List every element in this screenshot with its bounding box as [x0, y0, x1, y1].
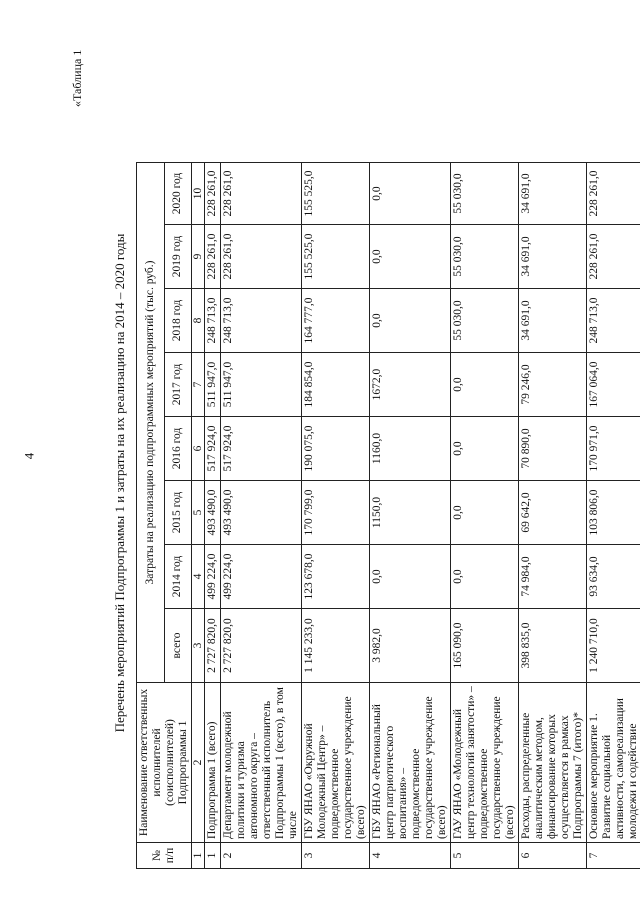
row-name: Расходы, распределенные аналитическим методом, финансирование которых осуществляется в рамках Подпрограммы 7 (итого)*: [519, 683, 587, 843]
row-year-value: 248 713,0: [205, 289, 221, 353]
row-number: 6: [519, 843, 587, 869]
header-year: 2016 год: [164, 417, 192, 481]
row-year-value: 70 890,0: [519, 417, 587, 481]
row-year-value: 228 261,0: [205, 225, 221, 289]
row-year-value: 499 224,0: [221, 545, 302, 609]
row-number: 1: [205, 843, 221, 869]
row-year-value: 155 525,0: [302, 225, 370, 289]
row-year-value: 228 261,0: [221, 225, 302, 289]
row-year-value: 228 261,0: [205, 163, 221, 225]
document-title: Перечень мероприятий Подпрограммы 1 и затраты на их реализацию на 2014 – 2020 годы: [112, 233, 127, 733]
header-name: Наименование ответственных исполнителей (соисполнителей) Подпрограммы 1: [137, 683, 192, 843]
row-number: 3: [302, 843, 370, 869]
row-year-value: 34 691,0: [519, 289, 587, 353]
row-name: Подпрограмма 1 (всего): [205, 683, 221, 843]
row-name: ГБУ ЯНАО «Региональный центр патриотического воспитания» – подведомственное государственное учреждение (всего): [370, 683, 451, 843]
column-number-row: [192, 163, 205, 869]
row-year-value: 0,0: [451, 545, 519, 609]
table-row: [205, 163, 221, 869]
row-year-value: 228 261,0: [221, 163, 302, 225]
header-year: 2014 год: [164, 545, 192, 609]
header-year: 2020 год: [164, 163, 192, 225]
row-year-value: 123 678,0: [302, 545, 370, 609]
column-number: 1: [192, 843, 205, 869]
row-name: Департамент молодежной политики и туризма автономного округа – ответственный исполнитель Подпрограммы 1 (всего), в том числе: [221, 683, 302, 843]
row-total: 165 090,0: [451, 609, 519, 683]
row-year-value: 1672,0: [370, 353, 451, 417]
header-year: 2015 год: [164, 481, 192, 545]
column-number: 3: [192, 609, 205, 683]
row-year-value: 170 971,0: [587, 417, 640, 481]
row-year-value: 499 224,0: [205, 545, 221, 609]
table-row: [587, 163, 640, 869]
row-total: 2 727 820,0: [221, 609, 302, 683]
table-body: [205, 163, 640, 869]
row-name: ГБУ ЯНАО «Окружной Молодежный Центр» – подведомственное государственное учреждение (всего): [302, 683, 370, 843]
row-year-value: 517 924,0: [221, 417, 302, 481]
table-row: [370, 163, 451, 869]
row-year-value: 0,0: [451, 481, 519, 545]
header-total: всего: [164, 609, 192, 683]
table-row: [221, 163, 302, 869]
row-year-value: 164 777,0: [302, 289, 370, 353]
row-year-value: 1150,0: [370, 481, 451, 545]
row-name: ГАУ ЯНАО «Молодежный центр технологий занятости» – подведомственное государственное учреждение (всего): [451, 683, 519, 843]
table-label: «Таблица 1: [70, 49, 84, 107]
row-name: Основное мероприятие 1. Развитие социальной активности, самореализации молодежи и содействие: [587, 683, 640, 843]
table-row: [519, 163, 587, 869]
row-year-value: 170 799,0: [302, 481, 370, 545]
column-number: 6: [192, 417, 205, 481]
row-year-value: 248 713,0: [221, 289, 302, 353]
row-year-value: 93 634,0: [587, 545, 640, 609]
header-costs-group: Затраты на реализацию подпрограммных мероприятий (тыс. руб.): [137, 163, 165, 683]
row-total: 2 727 820,0: [205, 609, 221, 683]
row-number: 5: [451, 843, 519, 869]
row-year-value: 190 075,0: [302, 417, 370, 481]
column-number: 7: [192, 353, 205, 417]
table-row: [302, 163, 370, 869]
page-number: 4: [21, 452, 37, 460]
column-number: 2: [192, 683, 205, 843]
row-year-value: 0,0: [370, 545, 451, 609]
row-number: 2: [221, 843, 302, 869]
header-year: 2018 год: [164, 289, 192, 353]
row-number: 7: [587, 843, 640, 869]
row-year-value: 69 642,0: [519, 481, 587, 545]
column-number: 4: [192, 545, 205, 609]
row-year-value: 228 261,0: [587, 225, 640, 289]
costs-table: [136, 162, 640, 869]
row-year-value: 0,0: [451, 353, 519, 417]
row-total: 398 835,0: [519, 609, 587, 683]
row-year-value: 511 947,0: [221, 353, 302, 417]
row-year-value: 493 490,0: [221, 481, 302, 545]
column-number: 5: [192, 481, 205, 545]
header-num: № п/п: [137, 843, 192, 869]
row-year-value: 511 947,0: [205, 353, 221, 417]
row-year-value: 74 984,0: [519, 545, 587, 609]
row-year-value: 55 030,0: [451, 225, 519, 289]
row-year-value: 228 261,0: [587, 163, 640, 225]
row-year-value: 517 924,0: [205, 417, 221, 481]
row-year-value: 0,0: [370, 289, 451, 353]
header-year: 2019 год: [164, 225, 192, 289]
row-year-value: 55 030,0: [451, 289, 519, 353]
row-year-value: 55 030,0: [451, 163, 519, 225]
column-number: 8: [192, 289, 205, 353]
header-year: 2017 год: [164, 353, 192, 417]
row-year-value: 103 806,0: [587, 481, 640, 545]
row-number: 4: [370, 843, 451, 869]
row-year-value: 248 713,0: [587, 289, 640, 353]
row-total: 3 982,0: [370, 609, 451, 683]
row-year-value: 1160,0: [370, 417, 451, 481]
row-year-value: 167 064,0: [587, 353, 640, 417]
row-total: 1 145 233,0: [302, 609, 370, 683]
row-year-value: 79 246,0: [519, 353, 587, 417]
column-number: 9: [192, 225, 205, 289]
row-year-value: 155 525,0: [302, 163, 370, 225]
row-year-value: 34 691,0: [519, 225, 587, 289]
row-year-value: 493 490,0: [205, 481, 221, 545]
row-year-value: 184 854,0: [302, 353, 370, 417]
row-year-value: 0,0: [451, 417, 519, 481]
row-total: 1 240 710,0: [587, 609, 640, 683]
column-number: 10: [192, 163, 205, 225]
row-year-value: 0,0: [370, 225, 451, 289]
table-row: [451, 163, 519, 869]
row-year-value: 0,0: [370, 163, 451, 225]
row-year-value: 34 691,0: [519, 163, 587, 225]
